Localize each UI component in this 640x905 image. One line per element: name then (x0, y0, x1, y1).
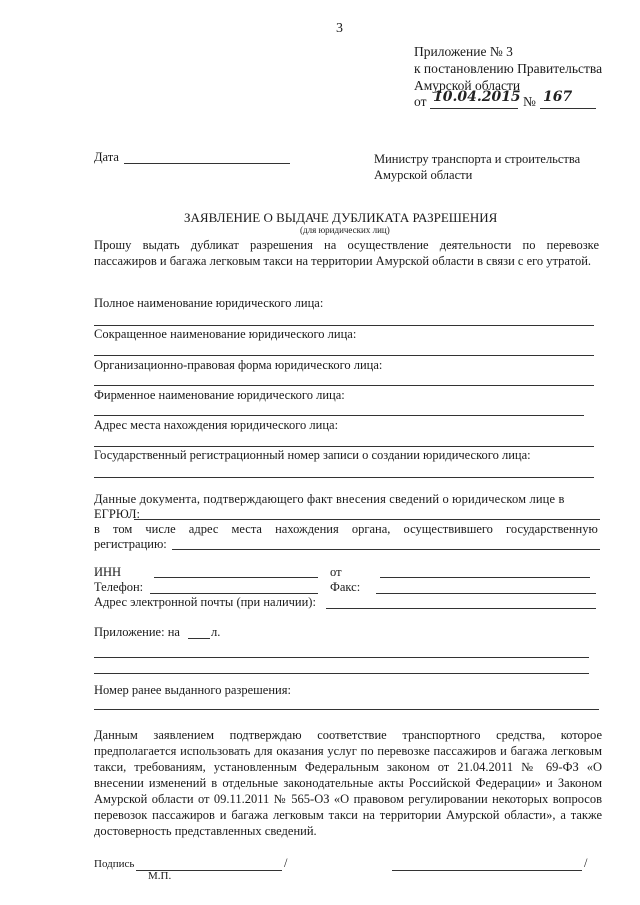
attachment-line-1[interactable] (94, 657, 589, 658)
fax-line[interactable] (376, 593, 596, 594)
appendix-number-label: № (523, 94, 536, 109)
state-reg-number-line[interactable] (94, 477, 594, 478)
page-number: 3 (336, 21, 343, 36)
attachment-label: Приложение: на (94, 625, 180, 639)
appendix-number-line (540, 108, 596, 109)
form-subtitle: (для юридических лиц) (300, 225, 390, 235)
stamp-label: М.П. (148, 870, 172, 882)
address-line[interactable] (94, 446, 594, 447)
appendix-date-line (430, 108, 518, 109)
address-label: Адрес места нахождения юридического лица: (94, 418, 339, 432)
signature-slash-2: / (584, 856, 588, 870)
signature-label: Подпись (94, 858, 135, 870)
email-line[interactable] (326, 608, 596, 609)
date-line[interactable] (124, 163, 290, 164)
attachment-suffix: л. (211, 625, 221, 639)
attachment-pages-line[interactable] (188, 638, 210, 639)
previous-permit-line[interactable] (94, 709, 599, 710)
signature-name-line[interactable] (392, 870, 582, 871)
egrul-doc-label-1: Данные документа, подтверждающего факт внесения сведений о юридическом лице в (94, 492, 565, 506)
phone-line[interactable] (150, 593, 318, 594)
reg-authority-label-1: в том числе адрес места нахождения органа, осуществившего государственную (94, 522, 598, 536)
form-title: ЗАЯВЛЕНИЕ О ВЫДАЧЕ ДУБЛИКАТА РАЗРЕШЕНИЯ (184, 210, 498, 225)
appendix-number-handwritten: 167 (543, 89, 573, 105)
brand-name-line[interactable] (94, 415, 584, 416)
state-reg-number-label: Государственный регистрационный номер записи о создании юридического лица: (94, 448, 531, 462)
egrul-doc-label-2: ЕГРЮЛ: (94, 507, 140, 521)
appendix-line-3: Амурской области (414, 78, 521, 93)
email-label: Адрес электронной почты (при наличии): (94, 595, 316, 609)
egrul-doc-line[interactable] (134, 519, 600, 520)
phone-label: Телефон: (94, 580, 144, 594)
confirmation-paragraph: Данным заявлением подтверждаю соответствие транспортного средства, которое предполагается использовать для оказания услуг по перевозке пассажиров и багажа легковым такси, требованиям, установленным Федеральным законом от 21.04.2011 № 69-ФЗ «О внесении изменений в отдельные законодательные акты Российской Федерации» и Законом Амурской области от 09.11.2011 № 565-ОЗ «О правовом регулировании некоторых вопросов перевозок пассажиров и багажа легковым такси на территории Амурской области», а также достоверность представленных сведений. (94, 728, 602, 838)
short-name-label: Сокращенное наименование юридического лица: (94, 327, 357, 341)
reg-authority-line[interactable] (172, 549, 600, 550)
attachment-line-2[interactable] (94, 673, 589, 674)
inn-line[interactable] (154, 577, 318, 578)
fax-label: Факс: (330, 580, 361, 594)
reg-authority-label-2: регистрацию: (94, 537, 167, 551)
inn-label: ИНН (94, 565, 122, 579)
from-line[interactable] (380, 577, 590, 578)
appendix-date-handwritten: 10.04.2015 (433, 89, 521, 105)
brand-name-label: Фирменное наименование юридического лица: (94, 388, 345, 402)
legal-form-line[interactable] (94, 385, 594, 386)
signature-slash-1: / (284, 856, 288, 870)
full-name-line[interactable] (94, 325, 594, 326)
appendix-line-2: к постановлению Правительства (414, 61, 603, 76)
legal-form-label: Организационно-правовая форма юридического лица: (94, 358, 383, 372)
full-name-label: Полное наименование юридического лица: (94, 296, 324, 310)
appendix-line-1: Приложение № 3 (414, 44, 513, 59)
previous-permit-label: Номер ранее выданного разрешения: (94, 683, 291, 697)
addressee-line-2: Амурской области (374, 168, 473, 182)
short-name-line[interactable] (94, 355, 594, 356)
appendix-from-label: от (414, 94, 427, 109)
request-paragraph: Прошу выдать дубликат разрешения на осуществление деятельности по перевозке пассажиров и багажа легковым такси на территории Амурской области в связи с его утратой. (94, 238, 599, 268)
addressee-line-1: Министру транспорта и строительства (374, 152, 581, 166)
date-label: Дата (94, 150, 119, 164)
from-label: от (330, 565, 342, 579)
